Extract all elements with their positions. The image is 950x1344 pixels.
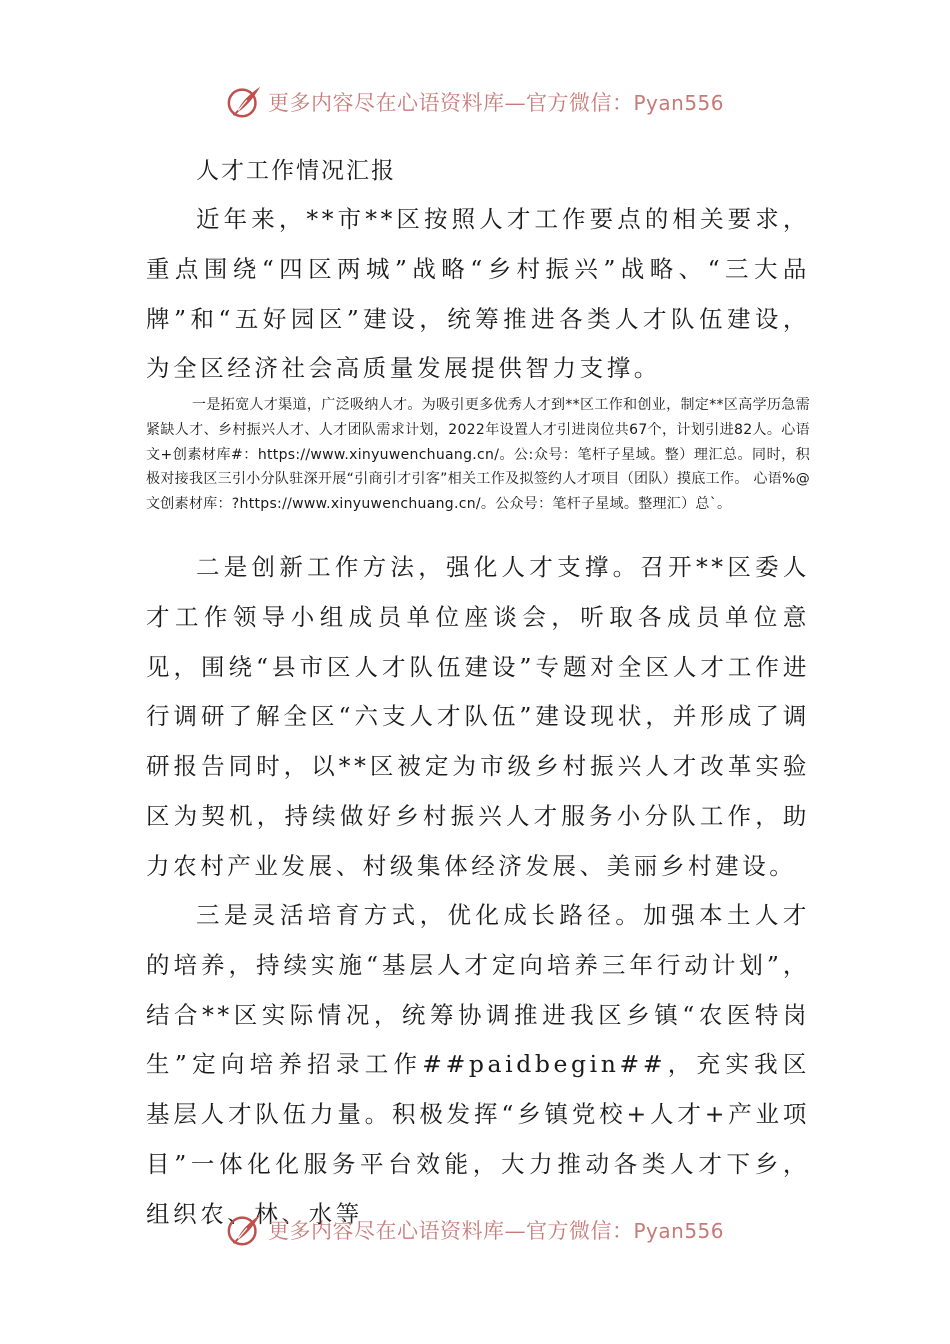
banner-separator: — <box>504 1219 526 1243</box>
banner-official-label: 官方微信： <box>525 1219 634 1243</box>
banner-wechat-id: Pyan556 <box>633 91 724 115</box>
banner-separator: — <box>504 91 526 115</box>
banner-text <box>268 1215 724 1245</box>
paragraph-point-one: 一是拓宽人才渠道，广泛吸纳人才。为吸引更多优秀人才到**区工作和创业，制定**区高学历急需紧缺人才、乡村振兴人才、人才团队需求计划，2022年设置人才引进岗位共67个，计划引进82人。心语文+创素材库#：https://www.xinyuwenchuang.cn/。公:众号：笔杆子星域。整）理汇总。同时，积极对接我区三引小分队驻深开展“引商引才引客”相关工作及拟签约人才项目（团队）摸底工作。 心语%@文创素材库：?https://www.xinyuwenchuang.cn/。公众号：笔杆子星域。整理汇）总`。 <box>146 397 810 513</box>
pen-feather-logo-icon <box>226 83 264 121</box>
banner-official-label: 官方微信： <box>525 91 634 115</box>
footer-banner <box>0 1208 950 1252</box>
header-banner <box>0 80 950 124</box>
banner-wechat-id: Pyan556 <box>633 1219 724 1243</box>
document-title: 人才工作情况汇报 <box>196 158 396 184</box>
banner-slogan: 更多内容尽在心语资料库 <box>267 1219 505 1243</box>
banner-slogan: 更多内容尽在心语资料库 <box>267 91 505 115</box>
pen-feather-logo-icon <box>226 1211 264 1249</box>
paragraph-intro: 近年来，**市**区按照人才工作要点的相关要求，重点围绕“四区两城”战略“乡村振兴”战略、“三大品牌”和“五好园区”建设，统筹推进各类人才队伍建设，为全区经济社会高质量发展提供智力支撑。 <box>146 205 810 383</box>
paragraph-point-two: 二是创新工作方法，强化人才支撑。召开**区委人才工作领导小组成员单位座谈会，听取各成员单位意见，围绕“县市区人才队伍建设”专题对全区人才工作进行调研了解全区“六支人才队伍”建设现状，并形成了调研报告同时，以**区被定为市级乡村振兴人才改革实验区为契机，持续做好乡村振兴人才服务小分队工作，助力农村产业发展、村级集体经济发展、美丽乡村建设。 <box>146 553 810 880</box>
paragraph-point-three: 三是灵活培育方式，优化成长路径。加强本土人才的培养，持续实施“基层人才定向培养三年行动计划”，结合**区实际情况，统筹协调推进我区乡镇“农医特岗生”定向培养招录工作##paidbegin##，充实我区基层人才队伍力量。积极发挥“乡镇党校+人才+产业项目”一体化化服务平台效能，大力推动各类人才下乡，组织农、林、水等 <box>146 901 810 1228</box>
banner-text <box>268 87 724 117</box>
